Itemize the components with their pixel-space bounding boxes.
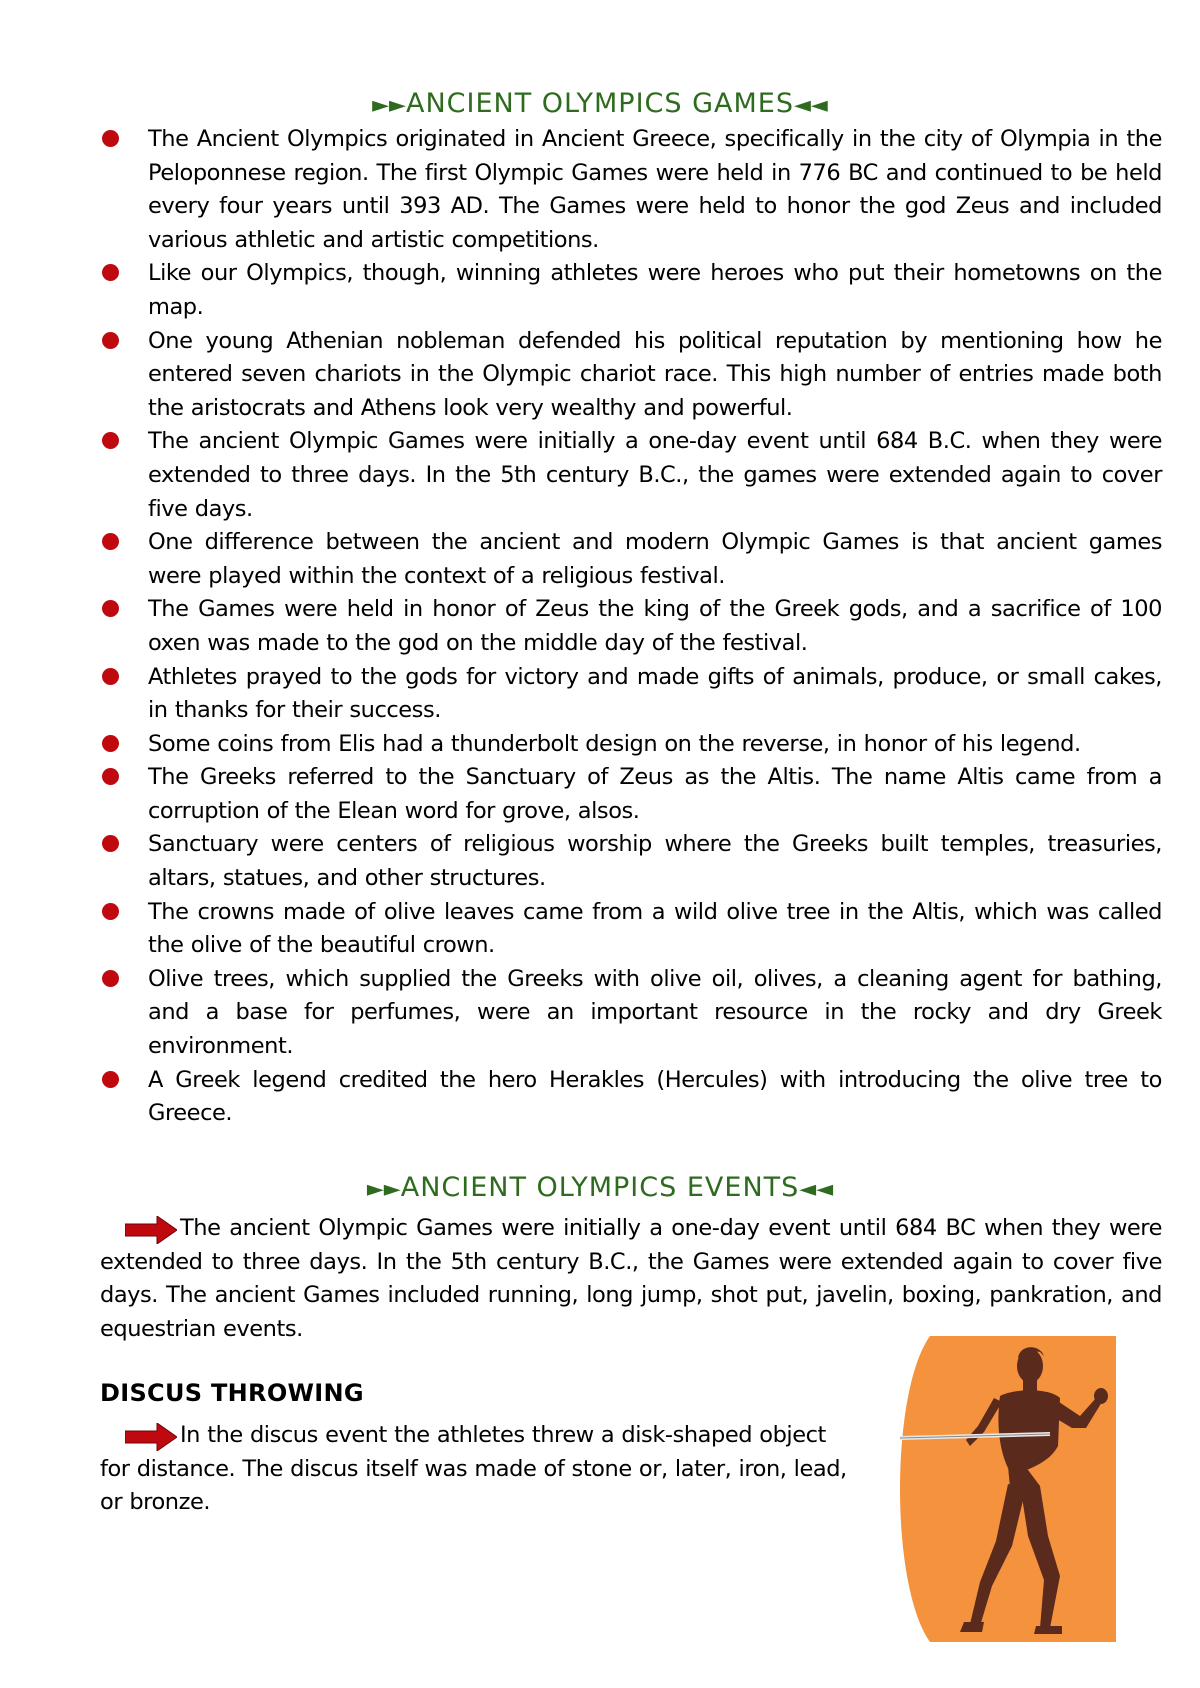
section-heading-events (0, 1171, 1200, 1207)
bullet-item (100, 728, 1162, 762)
red-dot-bullet-icon (102, 130, 119, 147)
discus-heading: DISCUS THROWING (100, 1379, 364, 1407)
red-dot-bullet-icon (102, 1071, 119, 1088)
bullet-text: The ancient Olympic Games were initially a one-day event until 684 B.C. when they were extended to three days. In the 5th century B.C., the games were extended again to cover five days. (148, 428, 1162, 522)
bullet-text: Some coins from Elis had a thunderbolt design on the reverse, in honor of his legend. (148, 730, 1081, 757)
red-dot-bullet-icon (102, 432, 119, 449)
red-dot-bullet-icon (102, 835, 119, 852)
bullet-text: Like our Olympics, though, winning athletes were heroes who put their hometowns on the map. (148, 260, 1162, 320)
red-dot-bullet-icon (102, 768, 119, 785)
bullet-item (100, 425, 1162, 526)
bullet-item (100, 761, 1162, 828)
red-dot-bullet-icon (102, 735, 119, 752)
bullet-item (100, 526, 1162, 593)
red-dot-bullet-icon (102, 903, 119, 920)
events-paragraph: The ancient Olympic Games were initially a one-day event until 684 BC when they were extended to three days. In the 5th century B.C., the Games were extended again to cover five days. The ancient Games included running, long jump, shot put, javelin, boxing, pankration, and equestrian events. (100, 1215, 1162, 1342)
red-dot-bullet-icon (102, 668, 119, 685)
heading-right-triangles: ◄◄ (794, 93, 828, 118)
bullet-item (100, 661, 1162, 728)
red-dot-bullet-icon (102, 600, 119, 617)
bullet-item (100, 896, 1162, 963)
red-dot-bullet-icon (102, 332, 119, 349)
heading-right-triangles: ◄◄ (799, 1177, 834, 1202)
heading-text: ANCIENT OLYMPICS EVENTS (400, 1172, 800, 1203)
heading-left-triangles: ►► (372, 93, 406, 118)
bullet-text: The Greeks referred to the Sanctuary of Zeus as the Altis. The name Altis came from a corruption of the Elean word for grove, alsos. (148, 764, 1162, 824)
red-dot-bullet-icon (102, 264, 119, 281)
bullet-text: A Greek legend credited the hero Herakles (Hercules) with introducing the olive tree to Greece. (148, 1066, 1162, 1127)
red-dot-bullet-icon (102, 533, 119, 550)
bullet-text: Olive trees, which supplied the Greeks with olive oil, olives, a cleaning agent for bathing, and a base for perfumes, were an important resource in the rocky and dry Greek environment. (148, 965, 1162, 1060)
bullet-item (100, 325, 1162, 426)
bullet-text: The crowns made of olive leaves came from a wild olive tree in the Altis, which was called the olive of the beautiful crown. (148, 898, 1162, 959)
bullet-item (100, 828, 1162, 895)
red-dot-bullet-icon (102, 970, 119, 987)
section-heading-games (0, 87, 1200, 123)
bullet-item (100, 123, 1162, 257)
greek-athlete-illustration (900, 1336, 1116, 1642)
bullet-item (100, 593, 1162, 660)
bullet-item (100, 1064, 1162, 1131)
discus-paragraph: In the discus event the athletes threw a disk-shaped object for distance. The discus itself was made of stone or, later, iron, lead, or bronze. (100, 1422, 847, 1516)
heading-text: ANCIENT OLYMPICS GAMES (405, 88, 795, 119)
bullet-text: Sanctuary were centers of religious worship where the Greeks built temples, treasuries, altars, statues, and other structures. (148, 831, 1162, 892)
bullet-item (100, 963, 1162, 1064)
bullet-text: Athletes prayed to the gods for victory and made gifts of animals, produce, or small cakes, in thanks for their success. (148, 663, 1162, 724)
bullet-text: One difference between the ancient and modern Olympic Games is that ancient games were played within the context of a religious festival. (148, 529, 1162, 589)
bullet-text: The Ancient Olympics originated in Ancient Greece, specifically in the city of Olympia in the Peloponnese region. The first Olympic Games were held in 776 BC and continued to be held every four years until 393 AD. The Games were held to honor the god Zeus and included various athletic and artistic competitions. (148, 126, 1162, 253)
bullet-text: The Games were held in honor of Zeus the king of the Greek gods, and a sacrifice of 100 oxen was made to the god on the middle day of the festival. (148, 596, 1162, 656)
heading-left-triangles: ►► (366, 1177, 401, 1202)
bullet-text: One young Athenian nobleman defended his political reputation by mentioning how he entered seven chariots in the Olympic chariot race. This high number of entries made both the aristocrats and Athens look very wealthy and powerful. (148, 327, 1162, 421)
facts-bullet-list (100, 123, 1162, 1131)
bullet-item (100, 257, 1162, 324)
